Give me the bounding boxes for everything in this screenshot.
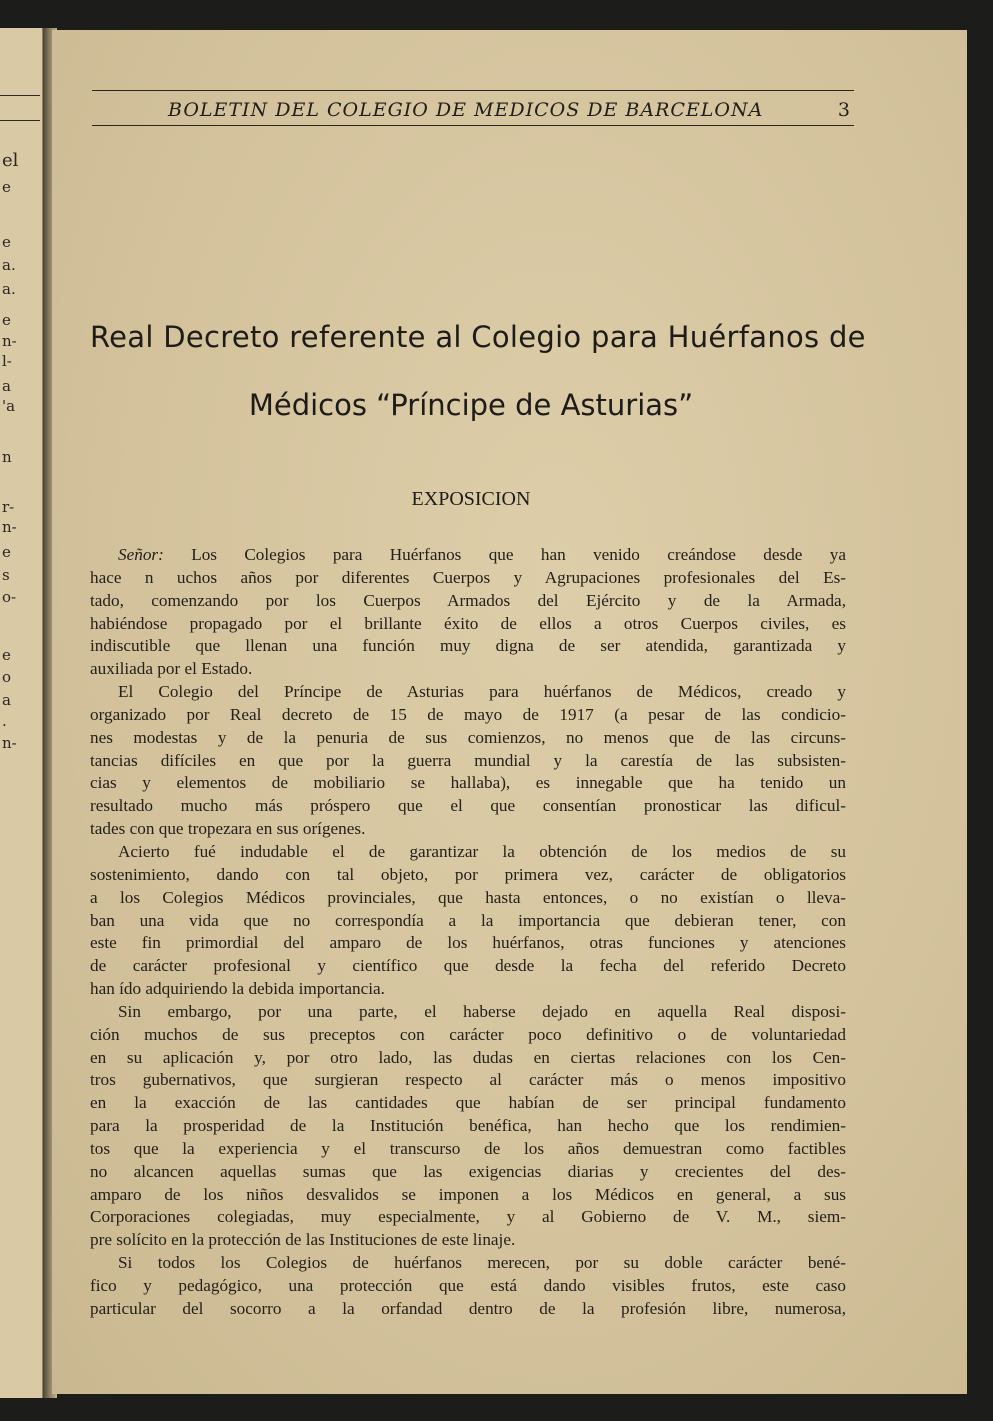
paragraph-line: fico y pedagógico, una protección que está dando visibles frutos, este caso — [90, 1276, 846, 1295]
paragraph-line: nes modestas y de la penuria de sus comienzos, no menos que de las circuns- — [90, 727, 846, 747]
salutation: Señor: — [118, 545, 164, 564]
paragraph-line: hace n uchos años por diferentes Cuerpos y Agrupaciones profesionales del Es- — [90, 567, 846, 587]
adjacent-text-fragment: n — [2, 448, 12, 466]
adjacent-header-rule — [0, 95, 40, 96]
adjacent-text-fragment: e — [2, 646, 11, 664]
adjacent-text-fragment: o- — [2, 588, 17, 606]
paragraph-line: organizado por Real decreto de 15 de mayo de 1917 (a pesar de las condicio- — [90, 704, 846, 724]
adjacent-text-fragment: e — [2, 178, 11, 196]
page-number: 3 — [837, 99, 850, 121]
adjacent-text-fragment: l- — [2, 352, 12, 370]
paragraph-line: sostenimiento, dando con tal objeto, por primera vez, carácter de obligatorios — [90, 864, 846, 884]
adjacent-text-fragment: a — [2, 691, 11, 709]
adjacent-text-fragment: a. — [2, 256, 16, 274]
document-page — [52, 30, 967, 1394]
paragraph-line: auxiliada por el Estado. — [90, 659, 253, 679]
paragraph-line: Corporaciones colegiadas, muy especialmente, y al Gobierno de V. M., siem- — [90, 1207, 846, 1227]
paragraph-line: Sin embargo, por una parte, el haberse dejado en aquella Real disposi- — [118, 1001, 846, 1021]
paragraph-line: indiscutible que llenan una función muy digna de ser atendida, garantizada y — [90, 636, 846, 656]
paragraph-line: ción muchos de sus preceptos con carácter poco definitivo o de voluntariedad — [90, 1024, 846, 1044]
paragraph-line: tancias difíciles en que por la guerra mundial y la carestía de las subsisten- — [90, 750, 846, 770]
paragraph-line: pre solícito en la protección de las Instituciones de este linaje. — [90, 1230, 516, 1250]
paragraph-line: para la prosperidad de la Institución benéfica, han hecho que los rendimien- — [90, 1116, 846, 1136]
adjacent-text-fragment: e — [2, 311, 11, 329]
adjacent-page-edge — [0, 28, 44, 1398]
adjacent-text-fragment: e — [2, 543, 11, 561]
paragraph-line: El Colegio del Príncipe de Asturias para huérfanos de Médicos, creado y — [118, 682, 846, 702]
paragraph-line: tado, comenzando por los Cuerpos Armados del Ejército y de la Armada, — [90, 590, 846, 610]
adjacent-text-fragment: r- — [2, 498, 15, 516]
article-title-line-2: Médicos “Príncipe de Asturias” — [248, 388, 694, 422]
paragraph-line: en su aplicación y, por otro lado, las dudas en ciertas relaciones con los Cen- — [90, 1047, 846, 1067]
adjacent-text-fragment: n- — [2, 332, 17, 350]
paragraph-line: han ído adquiriendo la debida importancia. — [90, 979, 385, 999]
paragraph-line: a los Colegios Médicos provinciales, que hasta entonces, o no existían o lleva- — [90, 887, 846, 907]
adjacent-text-fragment: s — [2, 566, 10, 584]
paragraph-line: ban una vida que no correspondía a la importancia que debieran tener, con — [90, 910, 846, 930]
adjacent-text-fragment: 'a — [2, 397, 16, 415]
paragraph-line: amparo de los niños desvalidos se imponen a los Médicos en general, a sus — [90, 1184, 846, 1204]
paragraph-line: no alcancen aquellas sumas que las exigencias diarias y crecientes del des- — [90, 1161, 846, 1181]
paragraph-line: Señor: Los Colegios para Huérfanos que han venido creándose desde ya — [118, 545, 847, 564]
adjacent-text-fragment: a. — [2, 280, 16, 298]
paragraph-line: habiéndose propagado por el brillante éxito de ellos a otros Cuerpos civiles, es — [90, 613, 846, 633]
adjacent-text-fragment: n- — [2, 518, 17, 536]
adjacent-text-fragment: el — [2, 150, 19, 171]
paragraph-line: de carácter profesional y científico que desde la fecha del referido Decreto — [90, 956, 846, 976]
paragraph-line: Si todos los Colegios de huérfanos merecen, por su doble carácter bené- — [118, 1253, 846, 1273]
paragraph-line: particular del socorro a la orfandad dentro de la profesión libre, numerosa, — [90, 1298, 846, 1318]
paragraph-line: tades con que tropezara en sus orígenes. — [90, 819, 366, 839]
section-heading: EXPOSICION — [411, 488, 531, 510]
paragraph-line: en la exacción de las cantidades que habían de ser principal fundamento — [90, 1093, 846, 1113]
adjacent-text-fragment: n- — [2, 734, 17, 752]
adjacent-text-fragment: . — [2, 712, 7, 730]
adjacent-text-fragment: o — [2, 668, 12, 686]
running-header — [92, 90, 854, 126]
paragraph-line: tos que la experiencia y el transcurso de los años demuestran como factibles — [90, 1138, 846, 1158]
article-body — [90, 544, 846, 1321]
paragraph-line: este fin primordial del amparo de los huérfanos, otras funciones y atenciones — [90, 933, 846, 953]
adjacent-text-fragment: a — [2, 377, 11, 395]
adjacent-text-fragment: e — [2, 233, 11, 251]
adjacent-header-rule — [0, 120, 40, 121]
article-title-line-1: Real Decreto referente al Colegio para Huérfanos de — [90, 320, 866, 354]
running-header-title: BOLETIN DEL COLEGIO DE MEDICOS DE BARCELONA — [168, 99, 764, 121]
paragraph-line: cias y elementos de mobiliario se hallaba), es innegable que ha tenido un — [90, 773, 846, 793]
paragraph-line: resultado mucho más próspero que el que consentían pronosticar las dificul- — [90, 796, 846, 816]
paragraph-line: Acierto fué indudable el de garantizar la obtención de los medios de su — [118, 841, 846, 861]
paragraph-line: tros gubernativos, que surgieran respecto al carácter más o menos impositivo — [90, 1070, 846, 1090]
